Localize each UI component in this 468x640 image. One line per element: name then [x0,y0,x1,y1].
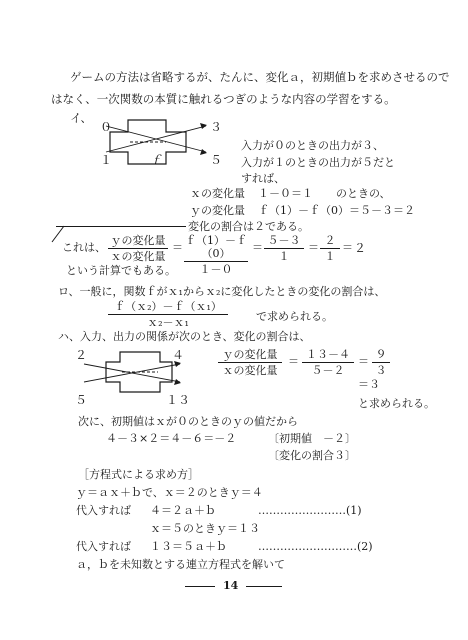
method-sub1-eq: ４＝２ａ＋ｂ [150,504,216,517]
section-i-text-3: すれば、 [241,172,285,185]
ha-frac1-numerator: ｙの変化量 [222,348,278,361]
frac-5-3 [264,234,304,263]
general-numerator: ｆ（ｘ₂）－ｆ（ｘ₁） [114,300,222,313]
fig2-output-bottom: １３ [166,393,191,407]
rate-underline [56,226,186,227]
frac-f-diff [184,234,248,276]
section-i-text-2: 入力が１のときの出力が５だと [241,156,395,169]
ha-eq-3: ＝３ [358,378,380,391]
x-change-suffix: のときの、 [336,187,391,200]
footer-rule-left [185,586,215,587]
section-i-label: イ、 [70,111,92,125]
fig1-input-top: ０ [100,120,113,134]
method-sub1-tag: ……………………(1) [258,504,362,517]
footer-rule-right [246,586,282,587]
fig2-input-top: ２ [75,348,88,362]
frac2-denominator: １－０ [199,263,233,276]
fig1-box-shape [96,118,216,168]
page-number: 14 [223,579,239,592]
frac3-numerator: ５－３ [267,234,301,247]
general-denominator: ｘ₂－ｘ₁ [147,316,189,329]
calc-lead: これは、 [62,241,106,254]
intro-line-1: ゲームの方法は省略するが、たんに、変化ａ，初期値ｂを求めさせるので [70,70,450,84]
frac4-denominator: １ [324,250,336,263]
method-sub2-lead: 代入すれば [76,540,131,553]
method-last: ａ，ｂを未知数とする連立方程式を解いて [76,558,285,571]
method-sub2-eq: １３＝５ａ＋ｂ [150,540,227,553]
calc-result: ２ [354,241,367,255]
section-i-text-1: 入力が０のときの出力が３、 [241,139,384,152]
ha-frac3-denominator: ３ [375,364,387,377]
fig1-output-bottom: ５ [210,153,223,167]
method-x5-line: ｘ＝５のときｙ＝１３ [150,522,260,535]
ha-frac-9-3 [372,348,390,377]
section-ro-tail: で求められる。 [256,310,333,323]
fig2-box-shape [70,350,190,396]
rate-text: 変化の割合は２である。 [188,220,309,233]
ha-calc: ４－３×２＝４－６＝－２ [106,432,237,445]
section-ha-text: ハ、入力、出力の関係が次のとき、変化の割合は、 [58,330,311,343]
fig1-input-bottom: １ [100,153,113,167]
frac2-numerator: ｆ（1）－ｆ（0） [185,234,247,260]
method-heading: ［方程式による求め方］ [78,468,199,481]
equals-sign: ＝ [342,241,353,254]
fig2-input-bottom: ５ [75,393,88,407]
frac-2-1 [320,234,340,263]
y-change-value: ｆ（1）－ｆ（0）＝５－３＝２ [258,204,415,217]
frac1-numerator: ｙの変化量 [110,234,166,247]
method-eq-line: ｙ＝ａｘ＋ｂで、ｘ＝２のときｙ＝４ [76,486,263,499]
fig2-output-top: ４ [172,348,185,362]
equals-sign: ＝ [288,355,299,368]
section-ro-text: ロ、一般に，関数ｆがｘ₁からｘ₂に変化したときの変化の割合は、 [58,285,386,298]
ha-found: と求められる。 [358,397,435,410]
calc-tail: という計算でもある。 [66,264,176,277]
x-change-value: １－０＝１ [258,187,313,200]
ha-frac2-denominator: ５－２ [311,364,345,377]
fig1-box-label: ｆ [150,153,162,167]
equals-sign: ＝ [308,241,319,254]
general-rate-fraction [108,300,228,329]
frac-y-over-x [108,234,168,263]
ha-frac-13-4 [302,348,354,377]
x-change-label: ｘの変化量 [190,187,245,200]
frac3-denominator: １ [278,250,290,263]
ha-frac2-numerator: １３－４ [306,348,350,361]
ha-frac-y-over-x [218,348,282,377]
ha-rate-note: 〔変化の割合３〕 [268,449,356,462]
intro-line-2: はなく、一次関数の本質に触れるつぎのような内容の学習をする。 [51,92,396,106]
ha-frac1-denominator: ｘの変化量 [222,364,278,377]
equals-sign: ＝ [172,241,183,254]
fig1-output-top: ３ [210,120,223,134]
equals-sign: ＝ [252,241,263,254]
y-change-label: ｙの変化量 [190,204,245,217]
frac4-numerator: ２ [324,234,336,247]
method-sub2-tag: ………………………(2) [258,540,373,553]
frac1-denominator: ｘの変化量 [110,250,166,263]
ha-init-note: 〔初期値 －２〕 [268,432,356,445]
equals-sign: ＝ [358,355,369,368]
ha-frac3-numerator: ９ [375,348,387,361]
method-sub1-lead: 代入すれば [76,504,131,517]
ha-next: 次に、初期値はｘが０のときのｙの値だから [78,415,298,428]
